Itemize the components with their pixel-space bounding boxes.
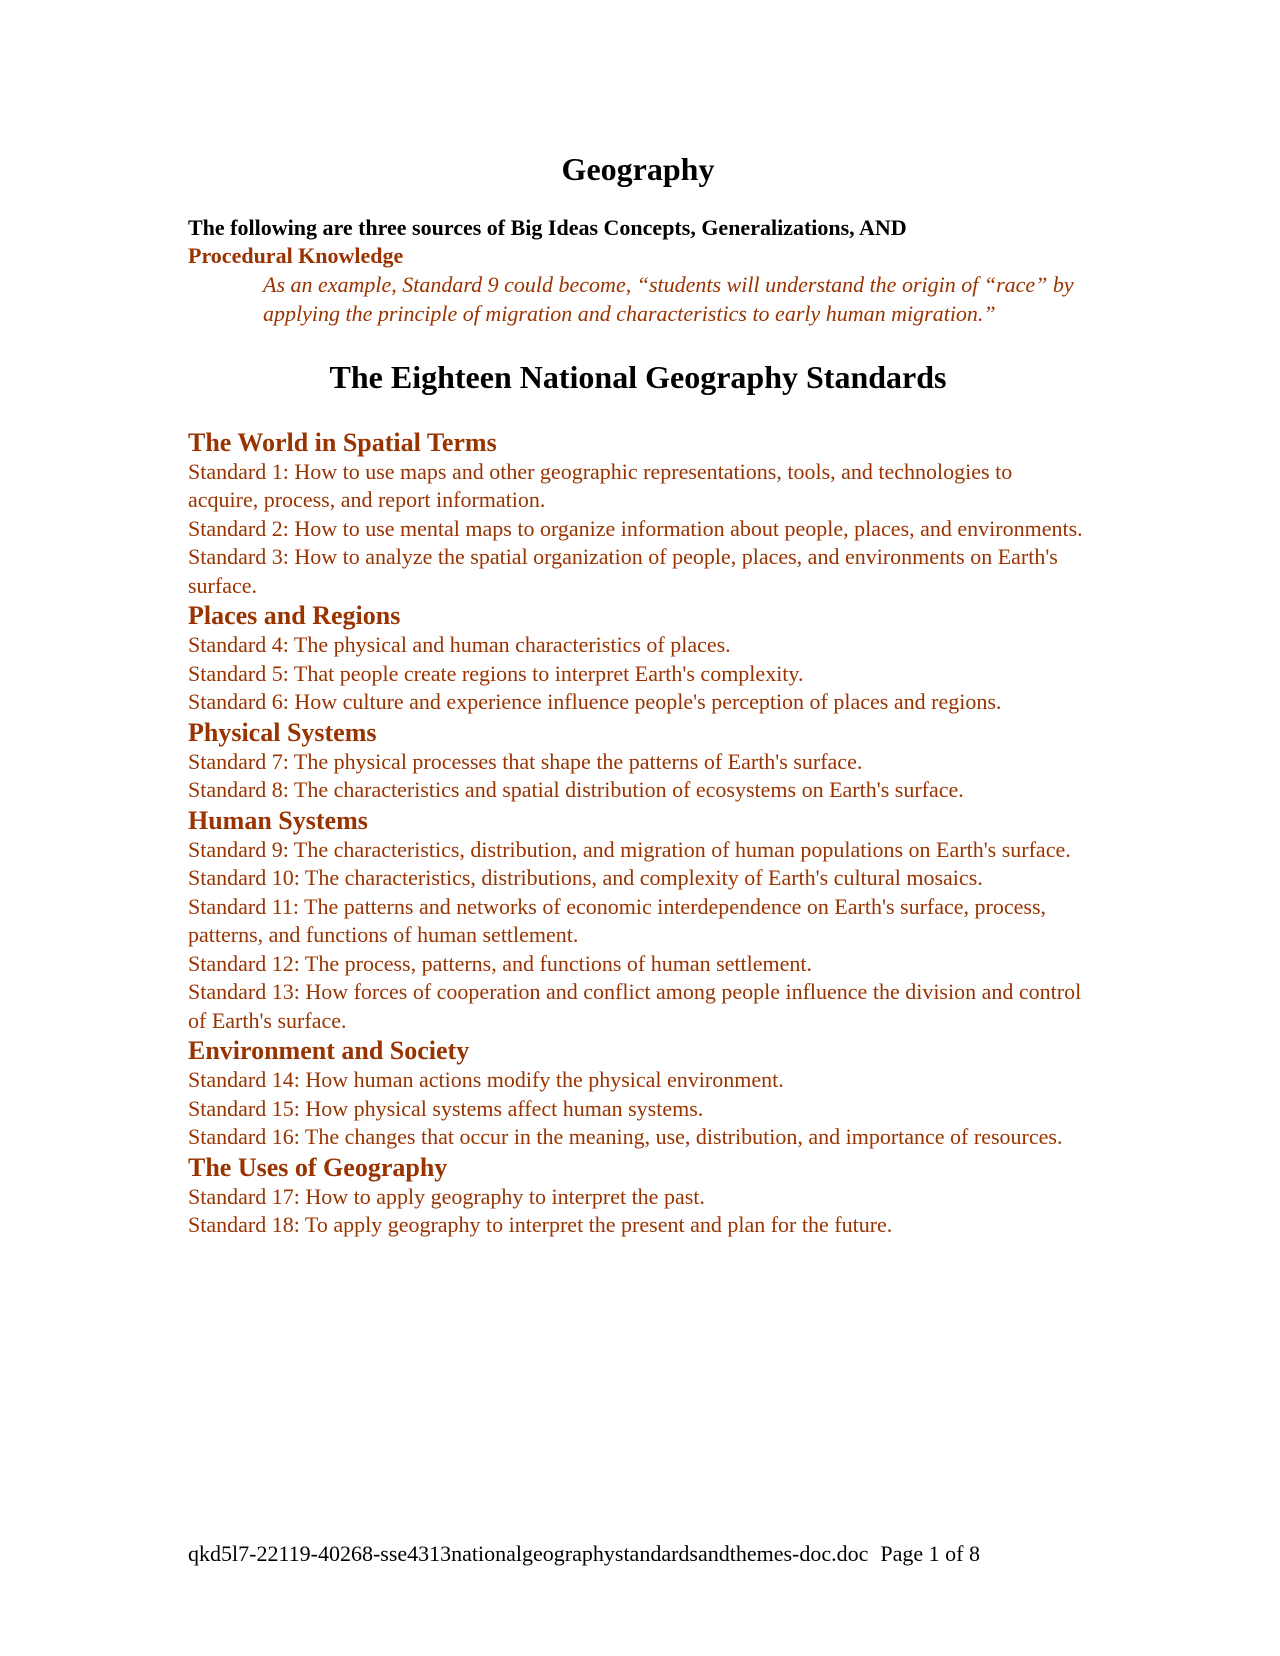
- standard-15: Standard 15: How physical systems affect human systems.: [188, 1095, 704, 1121]
- example-quote: As an example, Standard 9 could become, “students will understand the origin of “race” by applying the principle of migration and characteristics to early human migration.”: [263, 272, 1074, 327]
- section-world-in-spatial-terms: [188, 427, 1088, 601]
- section-physical-systems: [188, 717, 1088, 805]
- standard-14: Standard 14: How human actions modify the physical environment.: [188, 1067, 784, 1093]
- section-heading: Places and Regions: [188, 601, 401, 631]
- standard-6: Standard 6: How culture and experience influence people's perception of places and regions.: [188, 689, 1002, 715]
- standard-3: Standard 3: How to analyze the spatial organization of people, places, and environments on Earth's surface.: [188, 544, 1058, 598]
- section-places-and-regions: [188, 600, 1088, 717]
- intro-subheading: Procedural Knowledge: [188, 243, 404, 269]
- section-uses-of-geography: [188, 1152, 1088, 1240]
- standard-18: Standard 18: To apply geography to interpret the present and plan for the future.: [188, 1212, 893, 1238]
- standard-9: Standard 9: The characteristics, distribution, and migration of human populations on Earth's surface.: [188, 836, 1071, 862]
- footer-filename: qkd5l7-22119-40268-sse4313nationalgeographystandardsandthemes-doc.doc: [188, 1541, 869, 1566]
- standard-13: Standard 13: How forces of cooperation and conflict among people influence the division and control of Earth's surface.: [188, 979, 1082, 1033]
- standard-4: Standard 4: The physical and human characteristics of places.: [188, 632, 731, 658]
- standard-10: Standard 10: The characteristics, distributions, and complexity of Earth's cultural mosaics.: [188, 865, 983, 891]
- footer-page-number: Page 1 of 8: [880, 1541, 981, 1566]
- standard-1: Standard 1: How to use maps and other geographic representations, tools, and technologies to acquire, process, and report information.: [188, 458, 1013, 513]
- document-title: Geography: [561, 151, 715, 187]
- standard-17: Standard 17: How to apply geography to interpret the past.: [188, 1183, 705, 1209]
- standards-title: The Eighteen National Geography Standards: [329, 359, 947, 396]
- page-footer: [188, 1540, 980, 1568]
- standard-12: Standard 12: The process, patterns, and functions of human settlement.: [188, 950, 813, 976]
- intro-line: The following are three sources of Big Ideas Concepts, Generalizations, AND: [188, 215, 907, 241]
- standard-5: Standard 5: That people create regions to interpret Earth's complexity.: [188, 660, 804, 686]
- standard-11: Standard 11: The patterns and networks of economic interdependence on Earth's surface, process, patterns, and functions of human settlement.: [188, 893, 1046, 948]
- section-heading: Environment and Society: [188, 1036, 470, 1066]
- standard-16: Standard 16: The changes that occur in the meaning, use, distribution, and importance of resources.: [188, 1124, 1063, 1150]
- section-heading: Human Systems: [188, 805, 368, 835]
- document-page: [188, 150, 1088, 1240]
- standard-2: Standard 2: How to use mental maps to organize information about people, places, and environments.: [188, 515, 1083, 541]
- standard-7: Standard 7: The physical processes that shape the patterns of Earth's surface.: [188, 748, 863, 774]
- section-human-systems: [188, 805, 1088, 1036]
- section-heading: The World in Spatial Terms: [188, 427, 497, 457]
- standard-8: Standard 8: The characteristics and spatial distribution of ecosystems on Earth's surface.: [188, 777, 964, 803]
- section-heading: Physical Systems: [188, 717, 377, 747]
- section-environment-and-society: [188, 1035, 1088, 1152]
- section-heading: The Uses of Geography: [188, 1152, 448, 1182]
